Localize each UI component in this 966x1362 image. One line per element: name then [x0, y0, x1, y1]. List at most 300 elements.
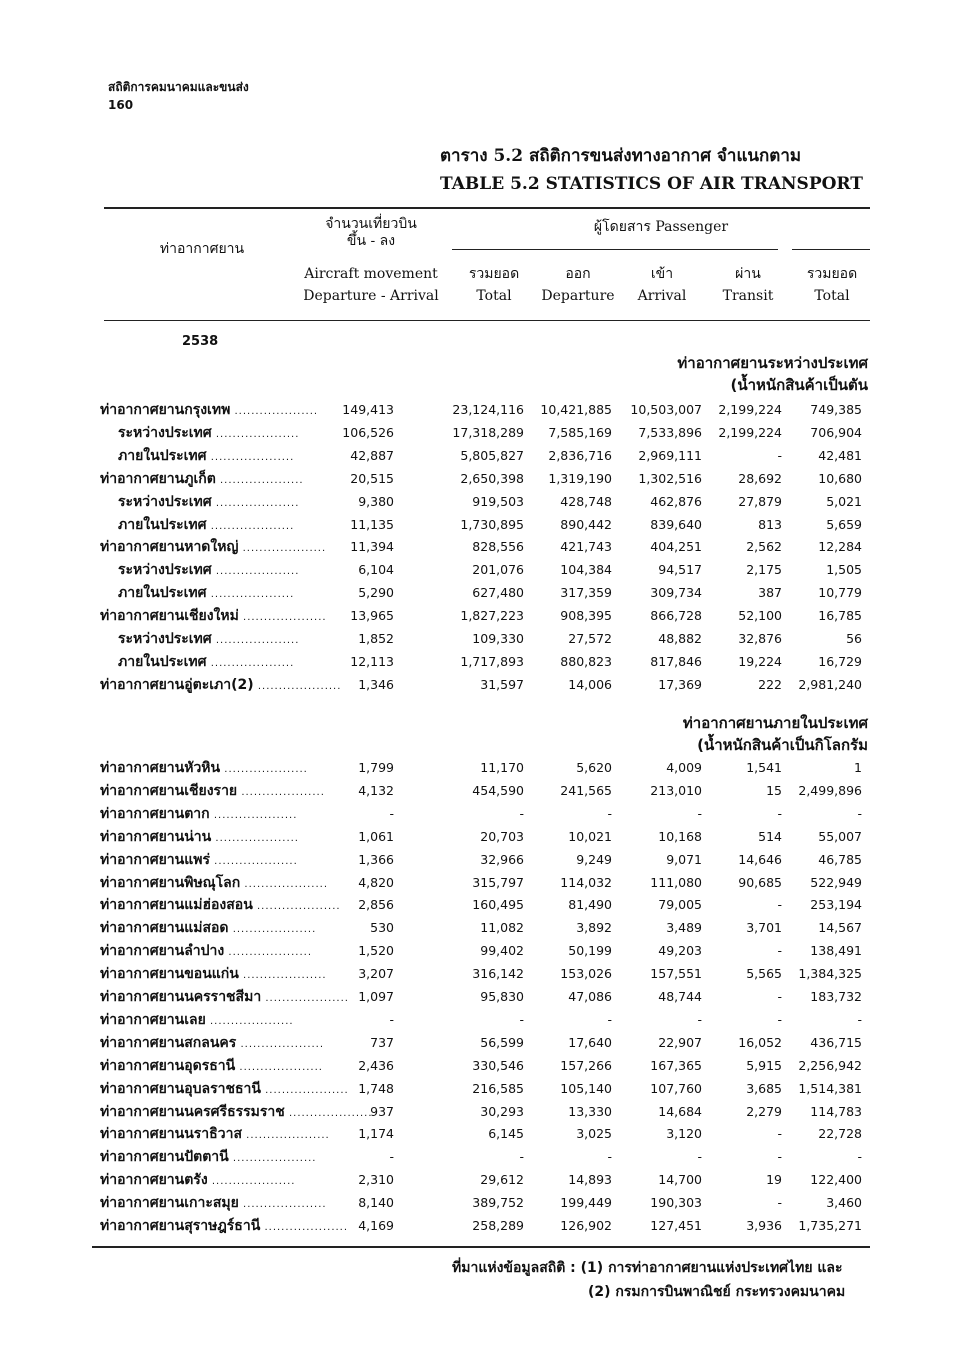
row-value: 890,442: [560, 516, 612, 532]
header-airport: ท่าอากาศยาน: [159, 241, 245, 257]
row-airport-name: [100, 872, 329, 896]
header-total-en: Total: [476, 288, 512, 304]
row-value: -: [777, 1011, 782, 1027]
row-value: 1: [854, 760, 862, 775]
row-value: -: [697, 805, 702, 821]
row-airport-name: [100, 940, 313, 964]
row-airport-name-text: ท่าอากาศยานน่าน: [100, 828, 212, 845]
header-movement-en-2: Departure - Arrival: [303, 288, 439, 304]
row-airport-name: [100, 894, 341, 918]
row-value: 5,915: [746, 1057, 782, 1073]
row-airport-name: [118, 628, 299, 652]
row-airport-name-text: ท่าอากาศยานเกาะสมุย: [100, 1195, 239, 1212]
header-movement-en-1: Aircraft movement: [304, 266, 438, 282]
table-row: [0, 826, 966, 848]
row-value: 866,728: [650, 608, 702, 624]
table-bottom-rule: [92, 1246, 870, 1248]
row-value: 2,499,896: [798, 782, 862, 798]
row-value: 7,533,896: [638, 424, 702, 440]
header-passenger-rule: [452, 249, 778, 250]
row-value: 3,460: [826, 1195, 862, 1211]
row-airport-name: [100, 963, 327, 987]
header-total-thai: รวมยอด: [468, 266, 520, 282]
leader-dots: ....................: [252, 901, 341, 913]
table-row: [0, 963, 966, 985]
row-airport-name: [118, 651, 294, 675]
row-value: 199,449: [560, 1195, 612, 1211]
row-value: 12,113: [350, 653, 394, 669]
row-value: 30,293: [480, 1103, 524, 1119]
row-value: 1,735,271: [798, 1218, 862, 1233]
row-value: 90,685: [738, 874, 782, 890]
row-value: 2,969,111: [638, 447, 702, 463]
row-value: 462,876: [650, 493, 702, 509]
row-value: -: [777, 897, 782, 913]
row-value: 2,256,942: [798, 1057, 862, 1073]
row-value: 3,936: [746, 1218, 782, 1233]
leader-dots: ....................: [211, 428, 300, 440]
row-value: 1,852: [358, 631, 394, 646]
row-value: -: [777, 805, 782, 821]
row-airport-name: [100, 826, 299, 850]
row-value: 9,249: [576, 851, 612, 867]
row-airport-name-text: ภายในประเทศ: [118, 585, 207, 602]
row-value: 14,646: [738, 851, 782, 867]
row-value: 828,556: [472, 539, 524, 555]
header-total2-en: Total: [814, 288, 850, 304]
row-value: 49,203: [658, 943, 702, 959]
row-value: 20,515: [350, 470, 394, 486]
row-value: 99,402: [480, 943, 524, 959]
row-value: 309,734: [650, 585, 702, 601]
row-airport-name: [118, 422, 299, 446]
row-value: 15: [766, 782, 782, 798]
row-value: 530: [370, 920, 394, 936]
row-airport-name-text: ท่าอากาศยานกรุงเทพ: [100, 402, 231, 418]
row-value: 48,744: [658, 989, 702, 1004]
row-value: 428,748: [560, 493, 612, 509]
leader-dots: ....................: [238, 1199, 327, 1211]
leader-dots: ....................: [237, 786, 325, 798]
row-value: 1,514,381: [798, 1080, 862, 1096]
row-airport-name-text: ท่าอากาศยานแม่สอด: [100, 920, 229, 937]
row-airport-name: [100, 803, 297, 827]
row-value: -: [857, 1011, 862, 1027]
table-row: [0, 651, 966, 673]
row-value: 317,359: [560, 585, 612, 601]
row-value: 454,590: [472, 782, 524, 798]
row-value: 11,170: [480, 760, 524, 775]
table-top-rule: [104, 207, 870, 209]
row-value: 737: [370, 1034, 394, 1050]
row-value: 330,546: [472, 1057, 524, 1073]
row-value: 22,907: [658, 1034, 702, 1050]
row-value: 127,451: [650, 1218, 702, 1233]
section-domestic-line2: (น้ำหนักสินค้าเป็นกิโลกรัม: [697, 736, 868, 754]
running-head: [108, 78, 249, 114]
row-airport-name: [100, 780, 325, 804]
row-value: 2,856: [358, 897, 394, 913]
row-value: 167,365: [650, 1057, 702, 1073]
row-value: 316,142: [472, 966, 524, 982]
row-airport-name-text: ท่าอากาศยานแพร่: [100, 851, 210, 868]
row-value: 817,846: [650, 653, 702, 669]
leader-dots: ....................: [235, 1061, 323, 1073]
row-value: -: [389, 805, 394, 821]
page-number: 160: [108, 98, 134, 112]
row-value: 404,251: [650, 539, 702, 555]
row-value: 839,640: [650, 516, 702, 532]
table-row: [0, 514, 966, 536]
row-value: -: [857, 1149, 862, 1165]
table-row: [0, 491, 966, 513]
table-row: [0, 757, 966, 779]
row-value: 10,421,885: [540, 402, 612, 417]
header-total-2: [792, 263, 872, 307]
row-value: 109,330: [472, 631, 524, 646]
row-value: 1,505: [826, 562, 862, 578]
row-value: 17,318,289: [452, 424, 524, 440]
row-airport-name-text: ท่าอากาศยานปัตตานี: [100, 1149, 229, 1166]
row-airport-name: [100, 399, 319, 423]
row-value: -: [697, 1011, 702, 1027]
leader-dots: ....................: [211, 497, 300, 509]
row-value: 216,585: [472, 1080, 524, 1096]
row-value: 19,224: [738, 653, 782, 669]
row-value: 2,199,224: [718, 424, 782, 440]
row-value: 27,879: [738, 493, 782, 509]
leader-dots: ....................: [209, 809, 298, 821]
row-airport-name: [100, 849, 298, 873]
row-value: 183,732: [810, 989, 862, 1004]
row-value: 3,120: [666, 1126, 702, 1142]
row-airport-name: [118, 491, 299, 515]
row-airport-name-text: ท่าอากาศยานนราธิวาส: [100, 1126, 242, 1143]
row-airport-name-text: ท่าอากาศยานหาดใหญ่: [100, 539, 239, 556]
row-value: -: [777, 1195, 782, 1211]
header-movement-thai-2: ขึ้น - ลง: [346, 233, 396, 249]
header-total2-thai: รวมยอด: [806, 266, 858, 282]
leader-dots: ....................: [206, 451, 295, 463]
row-value: 387: [758, 585, 782, 601]
row-value: 16,052: [738, 1034, 782, 1050]
row-value: 222: [758, 676, 782, 692]
row-value: 1,799: [358, 760, 394, 775]
row-value: 880,823: [560, 653, 612, 669]
row-value: 1,730,895: [460, 516, 524, 532]
row-value: 3,489: [666, 920, 702, 936]
table-row: [0, 1055, 966, 1077]
header-transit: [708, 263, 788, 307]
row-value: 1,319,190: [548, 470, 612, 486]
row-value: 46,785: [818, 851, 862, 867]
row-value: 157,551: [650, 966, 702, 982]
row-value: 52,100: [738, 608, 782, 624]
row-airport-name-text: ระหว่างประเทศ: [118, 562, 212, 579]
row-value: 81,490: [568, 897, 612, 913]
row-value: -: [607, 1149, 612, 1165]
row-value: -: [389, 1149, 394, 1165]
row-value: 1,174: [358, 1126, 394, 1142]
leader-dots: ....................: [238, 543, 327, 555]
row-value: 22,728: [818, 1126, 862, 1142]
row-value: 2,199,224: [718, 402, 782, 417]
row-value: 919,503: [472, 493, 524, 509]
row-value: 31,597: [480, 676, 524, 692]
row-value: 1,346: [358, 676, 394, 692]
leader-dots: ....................: [206, 657, 295, 669]
row-value: 13,965: [350, 608, 394, 624]
row-value: 32,876: [738, 631, 782, 646]
row-value: 421,743: [560, 539, 612, 555]
row-value: 190,303: [650, 1195, 702, 1211]
row-airport-name-text: ระหว่างประเทศ: [118, 631, 212, 647]
row-airport-name-text: ภายในประเทศ: [118, 516, 207, 533]
row-value: 3,685: [746, 1080, 782, 1096]
row-value: -: [777, 1126, 782, 1142]
leader-dots: ....................: [261, 993, 349, 1004]
row-value: 4,009: [666, 760, 702, 775]
table-row: [0, 1146, 966, 1168]
leader-dots: ....................: [241, 1130, 330, 1142]
row-airport-name-text: ท่าอากาศยานตาก: [100, 805, 210, 822]
row-value: 2,562: [746, 539, 782, 555]
leader-dots: ....................: [215, 474, 304, 486]
header-movement-en: [300, 263, 442, 307]
row-value: 1,717,893: [460, 653, 524, 669]
row-value: 14,006: [568, 676, 612, 692]
header-bottom-rule: [104, 320, 870, 321]
source-note: [452, 1256, 845, 1304]
row-value: 514: [758, 828, 782, 844]
row-value: 3,025: [576, 1126, 612, 1142]
row-value: 13,330: [568, 1103, 612, 1119]
row-airport-name-text: ท่าอากาศยานอุดรธานี: [100, 1057, 236, 1074]
table-row: [0, 536, 966, 558]
header-movement: [300, 216, 442, 250]
row-value: 55,007: [818, 828, 862, 844]
row-value: 2,310: [358, 1172, 394, 1188]
row-value: 11,082: [480, 920, 524, 936]
row-airport-name-text: ท่าอากาศยานหัวหิน: [100, 760, 221, 776]
row-value: 111,080: [650, 874, 702, 890]
row-value: -: [519, 1149, 524, 1165]
row-value: 201,076: [472, 562, 524, 578]
row-value: 2,981,240: [798, 676, 862, 692]
row-value: 2,175: [746, 562, 782, 578]
table-row: [0, 1078, 966, 1100]
row-value: 9,380: [358, 493, 394, 509]
row-value: 5,021: [826, 493, 862, 509]
row-value: 11,135: [350, 516, 394, 532]
row-airport-name: [100, 1169, 295, 1193]
row-value: -: [777, 447, 782, 463]
row-airport-name: [100, 605, 327, 629]
row-value: 149,413: [342, 402, 394, 417]
row-value: -: [697, 1149, 702, 1165]
table-row: [0, 917, 966, 939]
row-value: 1,366: [358, 851, 394, 867]
leader-dots: ....................: [230, 406, 319, 417]
row-value: 4,132: [358, 782, 394, 798]
table-row: [0, 986, 966, 1008]
row-value: 3,701: [746, 920, 782, 936]
table-row: [0, 894, 966, 916]
table-row: [0, 628, 966, 650]
row-airport-name-text: ท่าอากาศยานนครราชสีมา: [100, 989, 262, 1005]
row-value: 23,124,116: [452, 402, 524, 417]
row-airport-name: [100, 1055, 323, 1079]
row-airport-name: [118, 514, 294, 538]
row-value: 114,783: [810, 1103, 862, 1119]
table-row: [0, 849, 966, 871]
source-line1: ที่มาแห่งข้อมูลสถิติ : (1) การท่าอากาศยานแห่งประเทศไทย และ: [452, 1260, 843, 1276]
section-international-label: [677, 352, 868, 396]
row-value: -: [519, 805, 524, 821]
table-row: [0, 422, 966, 444]
table-row: [0, 780, 966, 802]
section-international-line1: ท่าอากาศยานระหว่างประเทศ: [677, 354, 868, 372]
row-value: 160,495: [472, 897, 524, 913]
row-value: 627,480: [472, 585, 524, 601]
table-title-english: TABLE 5.2 STATISTICS OF AIR TRANSPORT: [440, 174, 863, 194]
row-value: 1,748: [358, 1080, 394, 1096]
leader-dots: ....................: [238, 970, 327, 982]
row-airport-name: [100, 1146, 317, 1170]
row-value: 6,145: [488, 1126, 524, 1142]
row-value: 14,700: [658, 1172, 702, 1188]
row-value: 17,640: [568, 1034, 612, 1050]
leader-dots: ....................: [236, 1038, 325, 1050]
leader-dots: ....................: [228, 1153, 317, 1165]
table-row: [0, 445, 966, 467]
row-value: 32,966: [480, 851, 524, 867]
row-value: 107,760: [650, 1080, 702, 1096]
row-value: 1,520: [358, 943, 394, 959]
row-value: 105,140: [560, 1080, 612, 1096]
header-arrival: [620, 263, 704, 307]
row-airport-name-text: ท่าอากาศยานสุราษฎร์ธานี: [100, 1218, 261, 1234]
header-departure: [536, 263, 620, 307]
row-value: 253,194: [810, 897, 862, 913]
header-arrival-thai: เข้า: [650, 266, 674, 282]
row-value: 28,692: [738, 470, 782, 486]
row-value: 42,481: [818, 447, 862, 463]
row-airport-name-text: ท่าอากาศยานขอนแก่น: [100, 966, 239, 983]
row-value: 213,010: [650, 782, 702, 798]
row-value: 56,599: [480, 1034, 524, 1050]
table-row: [0, 940, 966, 962]
row-value: 106,526: [342, 424, 394, 440]
table-row: [0, 1123, 966, 1145]
row-value: 908,395: [560, 608, 612, 624]
row-airport-name: [118, 445, 294, 469]
leader-dots: ....................: [240, 878, 329, 890]
row-value: 5,620: [576, 760, 612, 775]
row-airport-name: [100, 1078, 349, 1102]
row-value: 47,086: [568, 989, 612, 1004]
table-row: [0, 803, 966, 825]
row-value: 42,887: [350, 447, 394, 463]
row-value: -: [857, 805, 862, 821]
header-departure-en: Departure: [541, 288, 615, 304]
row-airport-name-text: ท่าอากาศยานสกลนคร: [100, 1034, 237, 1051]
row-value: 5,659: [826, 516, 862, 532]
row-value: 48,882: [658, 631, 702, 646]
row-value: 56: [846, 631, 862, 646]
table-row: [0, 1101, 966, 1123]
row-airport-name: [100, 468, 304, 492]
row-value: 5,805,827: [460, 447, 524, 463]
row-airport-name: [100, 986, 349, 1010]
row-airport-name-text: ท่าอากาศยานเชียงราย: [100, 782, 238, 799]
row-value: 114,032: [560, 874, 612, 890]
row-airport-name: [100, 1215, 349, 1239]
row-value: 157,266: [560, 1057, 612, 1073]
row-airport-name-text: ท่าอากาศยานลำปาง: [100, 943, 225, 960]
leader-dots: ....................: [238, 612, 327, 624]
row-value: 241,565: [560, 782, 612, 798]
row-airport-name-text: ท่าอากาศยานอุบลราชธานี: [100, 1080, 261, 1097]
row-airport-name: [100, 1192, 327, 1216]
row-value: 8,140: [358, 1195, 394, 1211]
row-value: 79,005: [658, 897, 702, 913]
row-value: 2,436: [358, 1057, 394, 1073]
leader-dots: ....................: [260, 1222, 349, 1233]
row-value: 4,820: [358, 874, 394, 890]
leader-dots: ....................: [220, 764, 308, 775]
row-value: 1,061: [358, 828, 394, 844]
leader-dots: ....................: [284, 1107, 373, 1119]
header-total: [452, 263, 536, 307]
row-value: 153,026: [560, 966, 612, 982]
row-airport-name-text: ภายในประเทศ: [118, 447, 207, 464]
row-airport-name-text: ท่าอากาศยานเชียงใหม่: [100, 608, 239, 625]
row-airport-name-text: ท่าอากาศยานอู่ตะเภา(2): [100, 676, 254, 693]
row-airport-name: [100, 536, 327, 560]
leader-dots: ....................: [207, 1176, 296, 1188]
row-value: 7,585,169: [548, 424, 612, 440]
table-row: [0, 1215, 966, 1237]
table-row: [0, 559, 966, 581]
row-airport-name: [118, 582, 294, 606]
row-value: 5,565: [746, 966, 782, 982]
row-value: -: [777, 989, 782, 1004]
table-row: [0, 1169, 966, 1191]
row-value: 10,680: [818, 470, 862, 486]
row-value: 19: [766, 1172, 782, 1188]
row-value: 11,394: [350, 539, 394, 555]
table-row: [0, 1032, 966, 1054]
leader-dots: ....................: [211, 566, 300, 578]
row-airport-name: [100, 917, 317, 941]
row-value: 1,302,516: [638, 470, 702, 486]
row-airport-name-text: ท่าอากาศยานพิษณุโลก: [100, 874, 241, 891]
table-row: [0, 872, 966, 894]
row-value: 138,491: [810, 943, 862, 959]
row-airport-name-text: ท่าอากาศยานภูเก็ต: [100, 470, 216, 487]
leader-dots: ....................: [260, 1084, 349, 1096]
table-title: [440, 142, 863, 198]
leader-dots: ....................: [228, 924, 317, 936]
row-value: 9,071: [666, 851, 702, 867]
row-value: 10,168: [658, 828, 702, 844]
row-value: 436,715: [810, 1034, 862, 1050]
row-value: 749,385: [810, 402, 862, 417]
table-row: [0, 1192, 966, 1214]
table-row: [0, 605, 966, 627]
table-row: [0, 582, 966, 604]
